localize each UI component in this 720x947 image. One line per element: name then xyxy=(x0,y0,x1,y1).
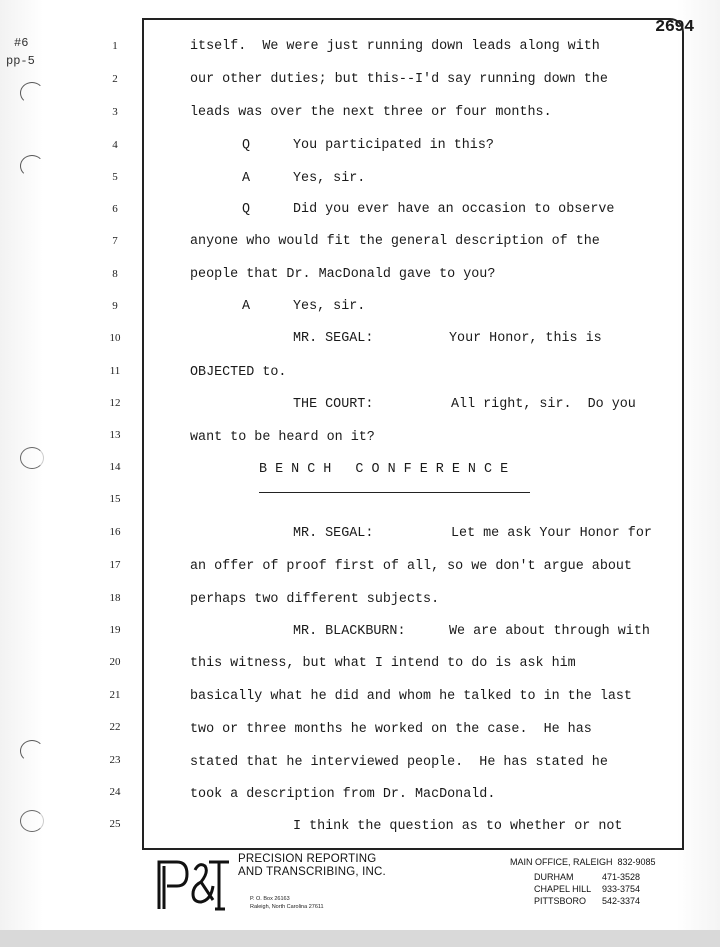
binder-hole-mark xyxy=(20,740,44,762)
page-number: 2694 xyxy=(655,18,694,37)
company-city: Raleigh, North Carolina 27611 xyxy=(250,904,324,910)
scan-edge xyxy=(0,930,720,947)
margin-annotation-exhibit: #6 xyxy=(14,36,29,50)
transcript-line: leads was over the next three or four months. xyxy=(190,105,552,120)
line-number: 23 xyxy=(109,754,121,766)
transcript-line: stated that he interviewed people. He has stated he xyxy=(190,755,608,770)
bench-conference-heading: B E N C H C O N F E R E N C E xyxy=(259,462,509,477)
line-number: 20 xyxy=(109,656,121,668)
transcript-line: perhaps two different subjects. xyxy=(190,592,440,607)
line-number: 11 xyxy=(109,365,121,377)
line-number: 12 xyxy=(109,397,121,409)
speaker-label: A xyxy=(242,171,251,186)
line-number: 21 xyxy=(109,689,121,701)
office-phone: 471-3528 xyxy=(602,872,641,882)
line-number: 18 xyxy=(109,592,121,604)
transcript-line: Yes, sir. xyxy=(293,171,366,186)
transcript-line: Your Honor, this is xyxy=(449,331,602,346)
office-phone: 933-3754 xyxy=(602,884,641,894)
binder-hole-mark xyxy=(20,155,44,177)
transcript-line: Yes, sir. xyxy=(293,299,366,314)
line-number: 25 xyxy=(109,818,121,830)
logo-text: P&T xyxy=(155,856,157,857)
transcript-line: We are about through with xyxy=(449,624,650,639)
company-name-line1: PRECISION REPORTING xyxy=(238,853,377,865)
transcript-line: Did you ever have an occasion to observe xyxy=(293,202,615,217)
transcript-line: OBJECTED to. xyxy=(190,365,287,380)
transcript-line: All right, sir. Do you xyxy=(451,397,636,412)
main-office: MAIN OFFICE, RALEIGH 832-9085 xyxy=(510,857,656,867)
transcript-line: took a description from Dr. MacDonald. xyxy=(190,787,496,802)
line-number: 19 xyxy=(109,624,121,636)
transcript-line: I think the question as to whether or not xyxy=(293,819,623,834)
transcript-line: You participated in this? xyxy=(293,138,494,153)
transcript-line: Let me ask Your Honor for xyxy=(451,526,652,541)
margin-annotation-pages: pp-5 xyxy=(6,54,35,68)
line-number: 4 xyxy=(112,139,118,151)
line-number: 10 xyxy=(109,332,121,344)
transcript-line: want to be heard on it? xyxy=(190,430,375,445)
company-logo xyxy=(155,856,230,912)
transcript-line: this witness, but what I intend to do is ask him xyxy=(190,656,576,671)
speaker-label: MR. SEGAL: xyxy=(293,331,374,346)
binder-hole xyxy=(20,447,44,469)
binder-hole xyxy=(20,810,44,832)
speaker-label: A xyxy=(242,299,251,314)
speaker-label: MR. SEGAL: xyxy=(293,526,374,541)
speaker-label: THE COURT: xyxy=(293,397,374,412)
line-number: 9 xyxy=(112,300,118,312)
transcript-line: basically what he did and whom he talked to in the last xyxy=(190,689,632,704)
transcript-line: two or three months he worked on the case. He has xyxy=(190,722,592,737)
line-number: 16 xyxy=(109,526,121,538)
speaker-label: Q xyxy=(242,202,251,217)
line-number: 8 xyxy=(112,268,118,280)
line-number: 13 xyxy=(109,429,121,441)
company-po-box: P. O. Box 26163 xyxy=(250,896,290,902)
line-number: 7 xyxy=(112,235,118,247)
transcript-line: an offer of proof first of all, so we don't argue about xyxy=(190,559,632,574)
office-city: CHAPEL HILL xyxy=(534,884,592,894)
line-number: 6 xyxy=(112,203,118,215)
speaker-label: MR. BLACKBURN: xyxy=(293,624,406,639)
line-number: 3 xyxy=(112,106,118,118)
company-name-line2: AND TRANSCRIBING, INC. xyxy=(238,866,386,878)
line-number: 1 xyxy=(112,40,118,52)
transcript-line: our other duties; but this--I'd say running down the xyxy=(190,72,608,87)
line-number: 15 xyxy=(109,493,121,505)
office-city: DURHAM xyxy=(534,872,574,882)
speaker-label: Q xyxy=(242,138,251,153)
office-city: PITTSBORO xyxy=(534,896,587,906)
binder-hole-mark xyxy=(20,82,44,104)
line-number: 14 xyxy=(109,461,121,473)
line-number: 22 xyxy=(109,721,121,733)
line-number: 5 xyxy=(112,171,118,183)
transcript-line: itself. We were just running down leads along with xyxy=(190,39,600,54)
heading-underline xyxy=(259,492,530,493)
line-number: 2 xyxy=(112,73,118,85)
line-number: 17 xyxy=(109,559,121,571)
office-phone: 542-3374 xyxy=(602,896,641,906)
transcript-line: anyone who would fit the general description of the xyxy=(190,234,600,249)
line-number: 24 xyxy=(109,786,121,798)
transcript-line: people that Dr. MacDonald gave to you? xyxy=(190,267,496,282)
